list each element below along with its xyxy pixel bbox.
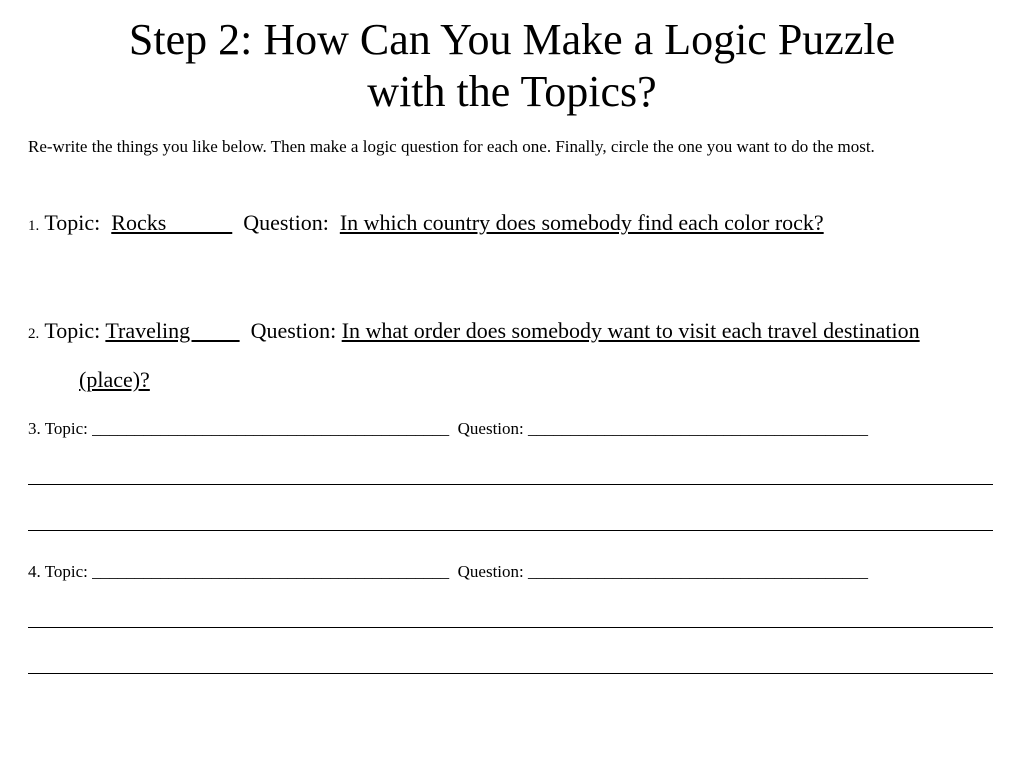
topic-value: Rocks	[111, 210, 233, 235]
topic-value: Traveling	[105, 318, 240, 343]
topic-item-2	[28, 308, 968, 403]
topic-label: Topic:	[44, 210, 101, 235]
topic-item-4[interactable]: 4. Topic: __________________________________________ Question: ________________________________________	[28, 562, 868, 581]
question-value: In what order does somebody want to visit each travel destination (place)?	[79, 318, 920, 392]
question-label: Question:	[250, 318, 337, 343]
item-number: 1.	[28, 218, 40, 234]
title-line-2: with the Topics?	[367, 67, 657, 116]
instructions-text: Re-write the things you like below. Then make a logic question for each one. Finally, circle the one you want to do the most.	[28, 137, 875, 156]
question-label: Question:	[243, 210, 329, 235]
item-number: 2.	[28, 326, 40, 342]
topic-item-1	[28, 200, 968, 249]
page-title	[0, 14, 1024, 118]
question-value: In which country does somebody find each color rock?	[339, 210, 824, 235]
topic-label: Topic:	[44, 318, 101, 343]
answer-line[interactable]	[28, 673, 993, 674]
answer-line[interactable]	[28, 627, 993, 628]
answer-line[interactable]	[28, 530, 993, 531]
title-line-1: Step 2: How Can You Make a Logic Puzzle	[128, 15, 896, 64]
answer-line[interactable]	[28, 484, 993, 485]
topic-item-3[interactable]: 3. Topic: __________________________________________ Question: ________________________________________	[28, 419, 868, 438]
